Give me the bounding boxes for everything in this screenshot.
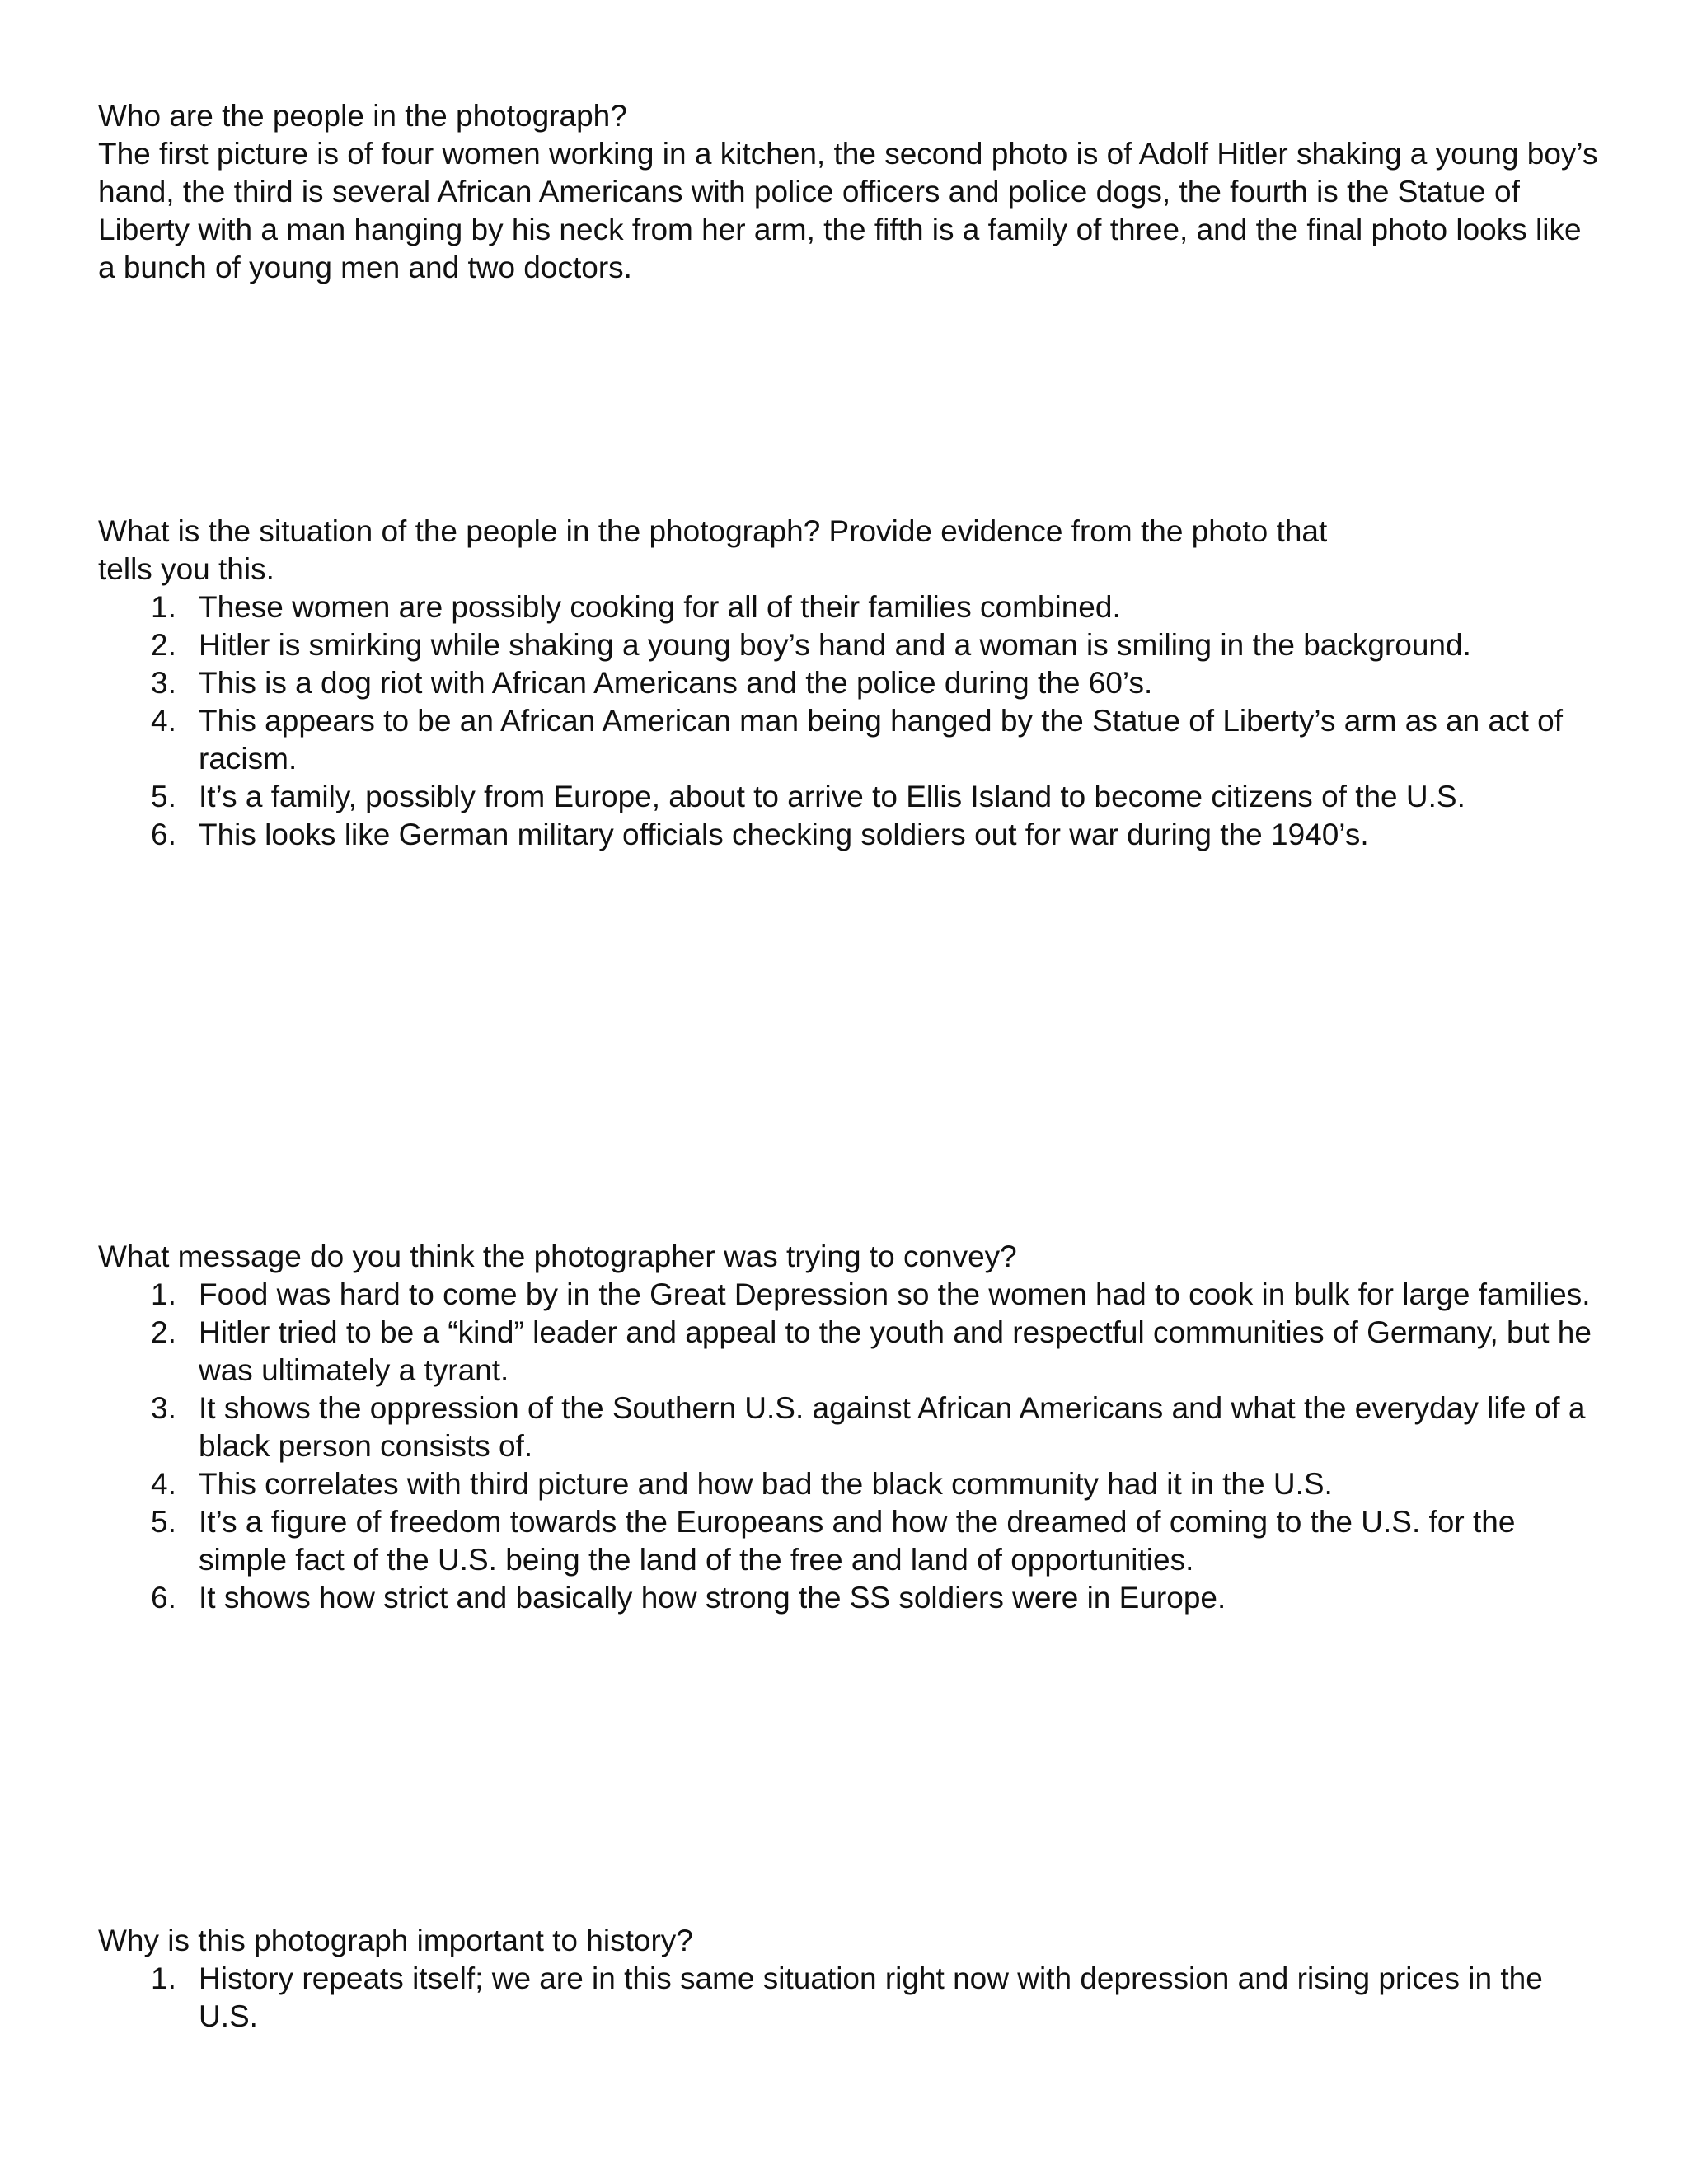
list-item <box>98 588 1606 626</box>
list-item-text: It’s a family, possibly from Europe, about to arrive to Ellis Island to become citizens of the U.S. <box>199 780 1465 813</box>
list-item-text: It shows the oppression of the Southern U.S. against African Americans and what the everyday life of a black person consists of. <box>199 1391 1586 1463</box>
section-message <box>98 1238 1606 1617</box>
section-importance <box>98 1922 1606 2036</box>
list-item <box>98 664 1606 702</box>
list-item <box>98 1276 1606 1314</box>
list-item-text: This looks like German military officials checking soldiers out for war during the 1940’s. <box>199 818 1369 851</box>
list-number: 5. <box>151 1505 176 1539</box>
list-item <box>98 1579 1606 1617</box>
list-item-text: It’s a figure of freedom towards the Europeans and how the dreamed of coming to the U.S. for the simple fact of the U.S. being the land of the free and land of opportunities. <box>199 1505 1516 1577</box>
list-number: 5. <box>151 780 176 813</box>
list-number: 6. <box>151 1581 176 1615</box>
list-item <box>98 1390 1606 1465</box>
list-number: 1. <box>151 590 176 624</box>
list-item-text: History repeats itself; we are in this same situation right now with depression and rising prices in the U.S. <box>199 1961 1543 2033</box>
list-item-text: It shows how strict and basically how strong the SS soldiers were in Europe. <box>199 1581 1226 1615</box>
list-number: 4. <box>151 1467 176 1501</box>
list-item-text: Hitler is smirking while shaking a young boy’s hand and a woman is smiling in the background. <box>199 628 1471 662</box>
list-number: 4. <box>151 704 176 738</box>
list-item-text: These women are possibly cooking for all of their families combined. <box>199 590 1121 624</box>
list-number: 1. <box>151 1277 176 1311</box>
list-number: 1. <box>151 1961 176 1995</box>
list-item <box>98 702 1606 778</box>
list-number: 3. <box>151 1391 176 1425</box>
situation-list <box>98 588 1606 854</box>
question-message: What message do you think the photographer was trying to convey? <box>98 1240 1017 1273</box>
list-item <box>98 778 1606 816</box>
list-item <box>98 1960 1606 2036</box>
list-item <box>98 1503 1606 1579</box>
section-people <box>98 97 1606 287</box>
list-item-text: This is a dog riot with African Americans and the police during the 60’s. <box>199 666 1153 700</box>
list-item <box>98 626 1606 664</box>
message-list <box>98 1276 1606 1617</box>
list-item <box>98 1314 1606 1390</box>
list-item-text: Hitler tried to be a “kind” leader and appeal to the youth and respectful communities of Germany, but he was ultimately a tyrant. <box>199 1315 1592 1387</box>
question-situation: What is the situation of the people in the photograph? Provide evidence from the photo that tells you this. <box>98 514 1328 586</box>
answer-people: The first picture is of four women working in a kitchen, the second photo is of Adolf Hitler shaking a young boy’s hand, the third is several African Americans with police officers and police dogs, the fourth is the Statue of Liberty with a man hanging by his neck from her arm, the fifth is a family of three, and the final photo looks like a bunch of young men and two doctors. <box>98 137 1598 284</box>
list-number: 6. <box>151 818 176 851</box>
list-number: 3. <box>151 666 176 700</box>
question-importance: Why is this photograph important to history? <box>98 1924 693 1957</box>
list-number: 2. <box>151 628 176 662</box>
list-item <box>98 1465 1606 1503</box>
question-people: Who are the people in the photograph? <box>98 99 627 133</box>
section-situation <box>98 513 1606 854</box>
list-item <box>98 816 1606 854</box>
list-number: 2. <box>151 1315 176 1349</box>
list-item-text: This correlates with third picture and how bad the black community had it in the U.S. <box>199 1467 1333 1501</box>
list-item-text: Food was hard to come by in the Great Depression so the women had to cook in bulk for large families. <box>199 1277 1591 1311</box>
importance-list <box>98 1960 1606 2036</box>
list-item-text: This appears to be an African American man being hanged by the Statue of Liberty’s arm as an act of racism. <box>199 704 1564 776</box>
